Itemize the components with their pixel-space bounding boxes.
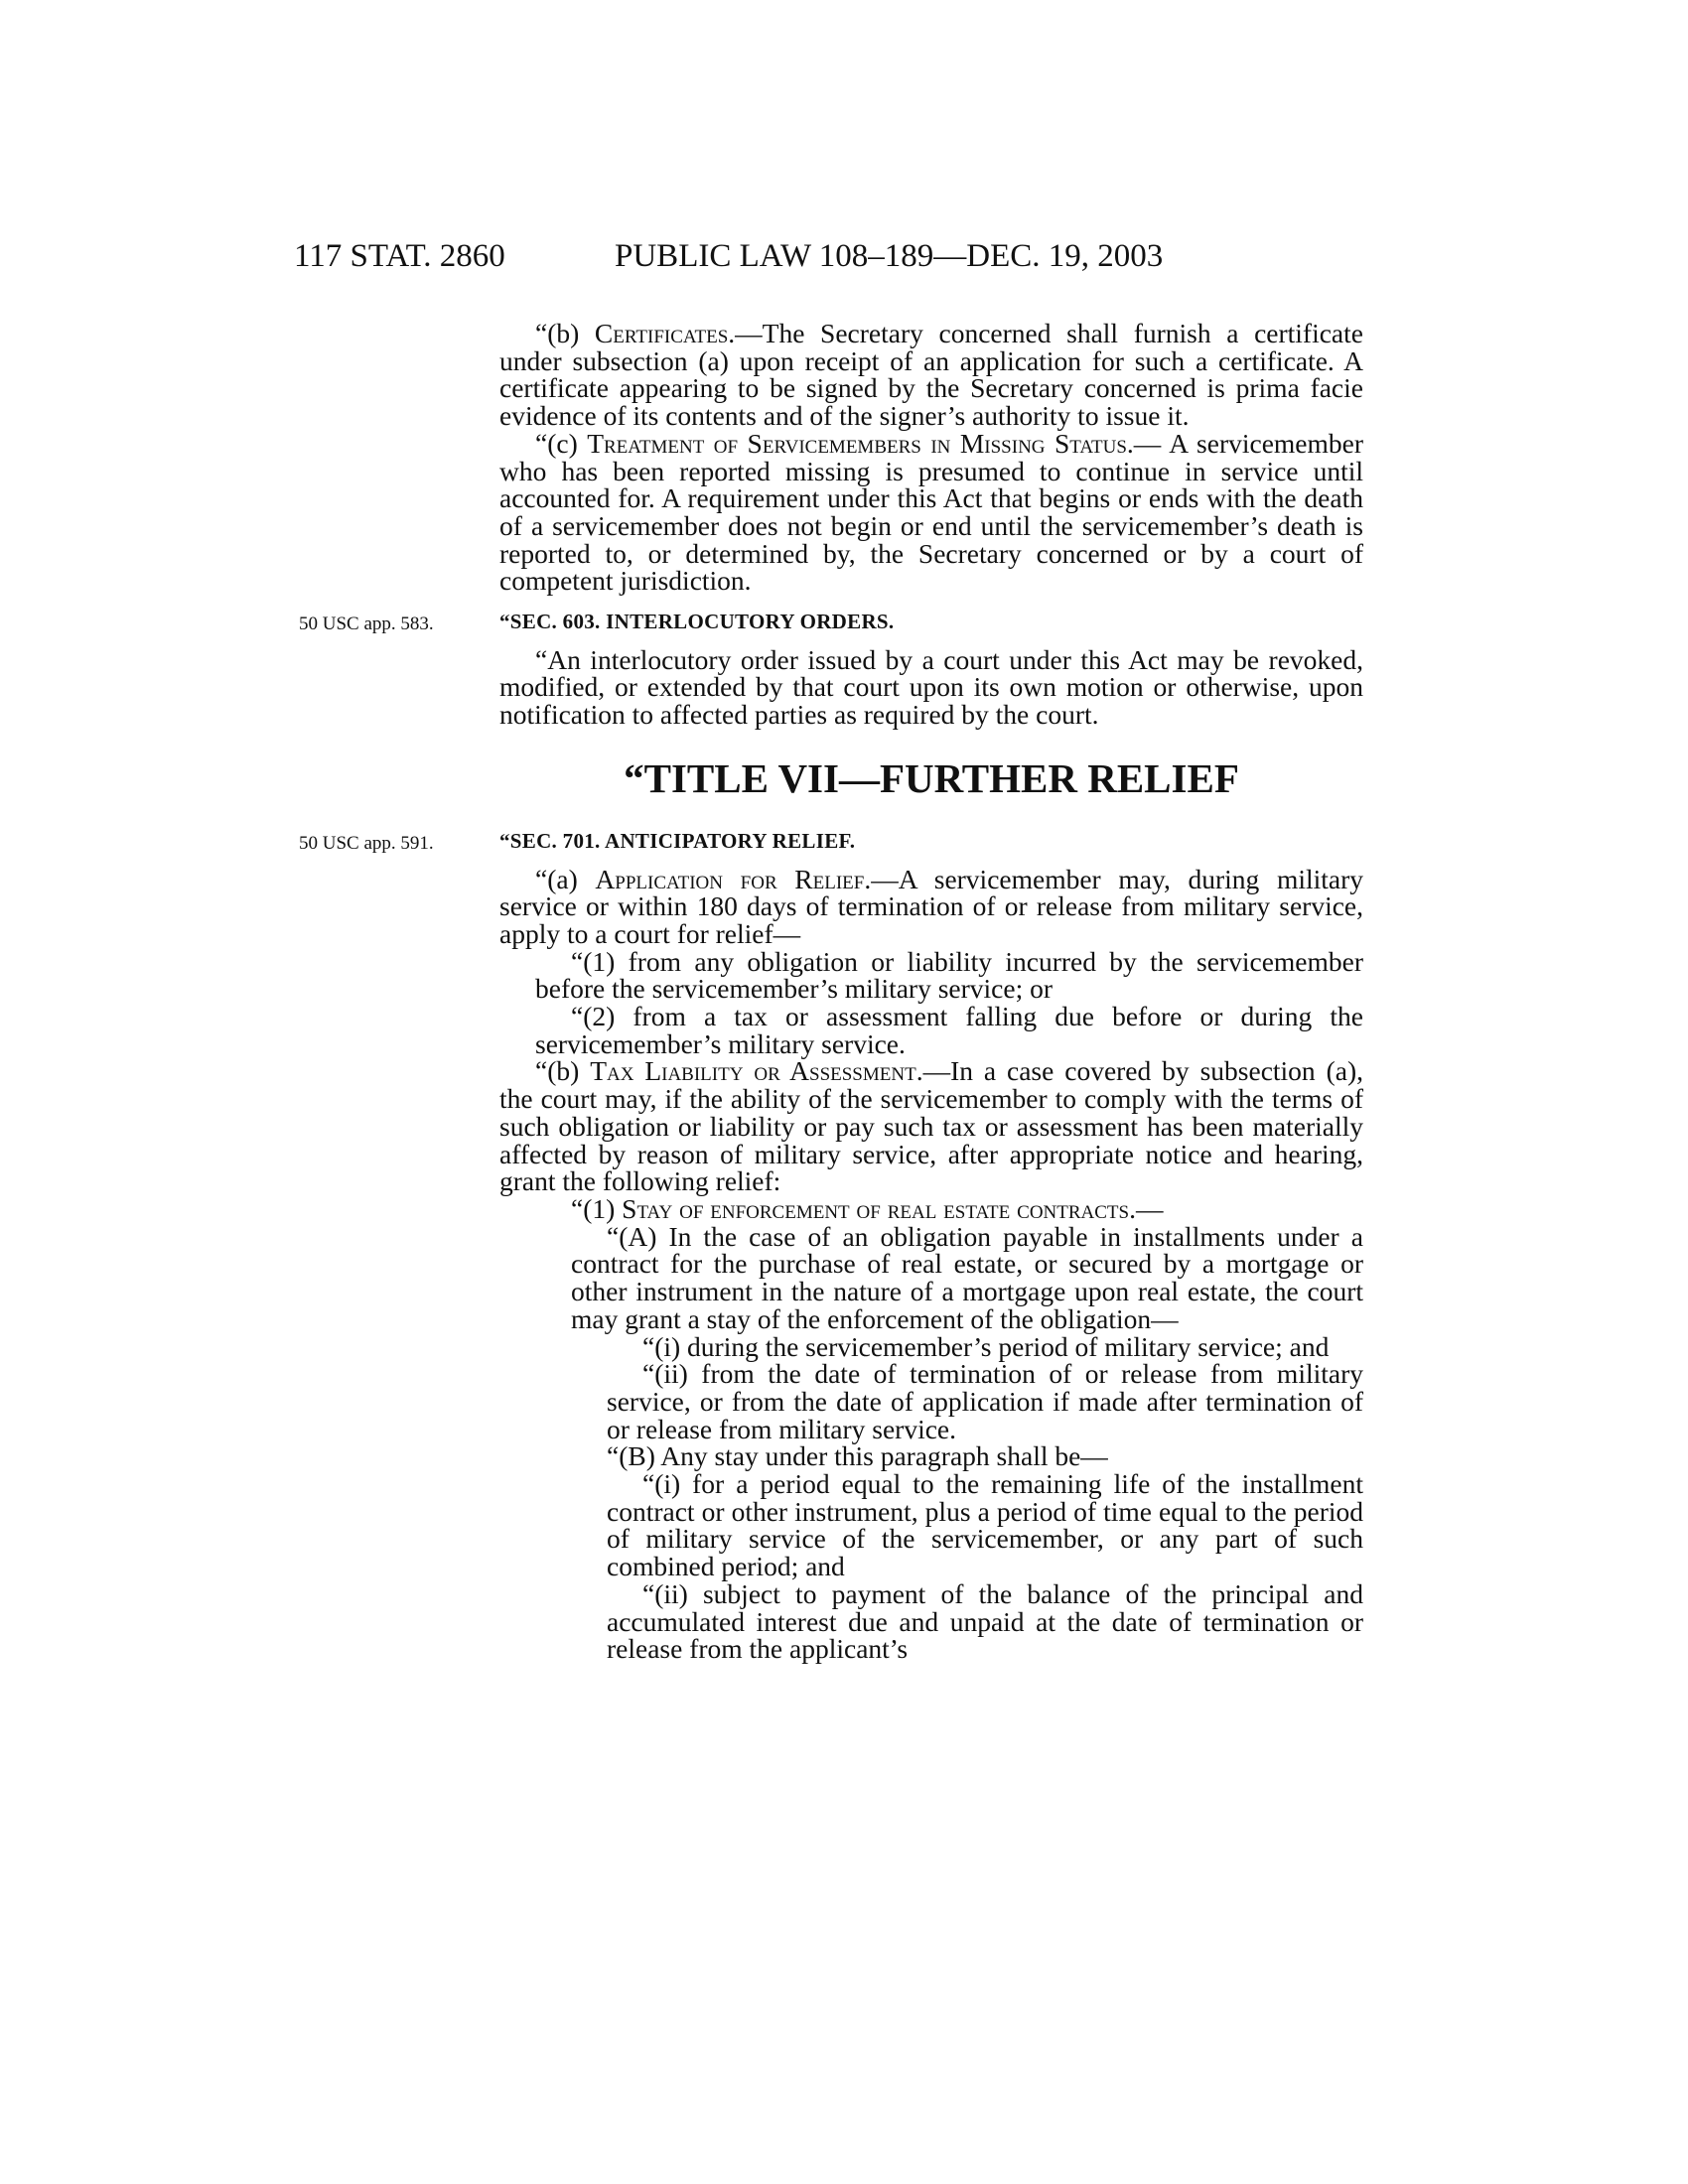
paragraph-b-certificates: “(b) Certificates.—The Secretary concerned shall furnish a certificate under subsection (a) upon receipt of an application for such a certificate. A certificate appearing to be signed by the Secretary concerned is prima facie evidence of its contents and of the signer’s authority to issue it. xyxy=(499,318,1363,432)
margin-citation-583: 50 USC app. 583. xyxy=(299,614,434,635)
stat-page-number: 117 STAT. 2860 xyxy=(294,238,505,274)
subsection-a-application: “(a) Application for Relief.—A servicemember may, during military service or within 180 days of termination of or release from military service, apply to a court for relief— xyxy=(499,863,1364,949)
clause-B-i: “(i) for a period equal to the remaining life of the installment contract or other instrument, plus a period of time equal to the period of military service of the servicemember, or any part of such combined period; and xyxy=(607,1468,1363,1582)
subsection-b-tax-liability: “(b) Tax Liability or Assessment.—In a case covered by subsection (a), the court may, if the ability of the servicemember to comply with the terms of such obligation or liability or pay such tax or assessment has been materially affected by reason of military service, after appropriate notice and hearing, grant the following relief: xyxy=(499,1055,1363,1197)
subsection-a-paragraph-2: “(2) from a tax or assessment falling due before or during the servicemember’s military service. xyxy=(535,1001,1363,1059)
clause-A-i: “(i) during the servicemember’s period of military service; and xyxy=(642,1330,1330,1362)
subsection-a-paragraph-1: “(1) from any obligation or liability incurred by the servicemember before the servicemember’s military service; or xyxy=(535,945,1363,1005)
law-citation: PUBLIC LAW 108–189—DEC. 19, 2003 xyxy=(615,238,1164,274)
subparagraph-B: “(B) Any stay under this paragraph shall be— xyxy=(607,1440,1108,1472)
margin-citation-591: 50 USC app. 591. xyxy=(299,832,434,854)
subparagraph-A: “(A) In the case of an obligation payable in installments under a contract for the purchase of real estate, or secured by a mortgage or other instrument in the nature of a mortgage upon real estate, the court may grant a stay of the enforcement of the obligation— xyxy=(571,1220,1363,1334)
section-701-heading: 50 USC app. 591. “SEC. 701. ANTICIPATORY RELIEF. xyxy=(499,828,1363,856)
subsection-b-paragraph-1-heading: “(1) Stay of enforcement of real estate contracts.— xyxy=(571,1192,1164,1224)
section-603-text: “An interlocutory order issued by a court under this Act may be revoked, modified, or extended by that court upon its own motion or otherwise, upon notification to affected parties as required by the court. xyxy=(499,643,1363,731)
title-vii-heading: “TITLE VII—FURTHER RELIEF xyxy=(624,754,1239,801)
document-body xyxy=(299,318,1364,1665)
section-603-heading: 50 USC app. 583. “SEC. 603. INTERLOCUTORY ORDERS. xyxy=(499,609,1363,636)
paragraph-c-missing-status: “(c) Treatment of Servicemembers in Missing Status.— A servicemember who has been reported missing is presumed to continue in service until accounted for. A requirement under this Act that begins or ends with the death of a servicemember does not begin or end until the servicemember’s death is reported to, or determined by, the Secretary concerned or by a court of competent jurisdiction. xyxy=(499,427,1363,597)
clause-B-ii: “(ii) subject to payment of the balance of the principal and accumulated interest due and unpaid at the date of termination or release from the applicant’s xyxy=(607,1577,1363,1665)
clause-A-ii: “(ii) from the date of termination of or release from military service, or from the date of application if made after termination of or release from military service. xyxy=(607,1358,1363,1444)
running-head xyxy=(0,238,1688,278)
